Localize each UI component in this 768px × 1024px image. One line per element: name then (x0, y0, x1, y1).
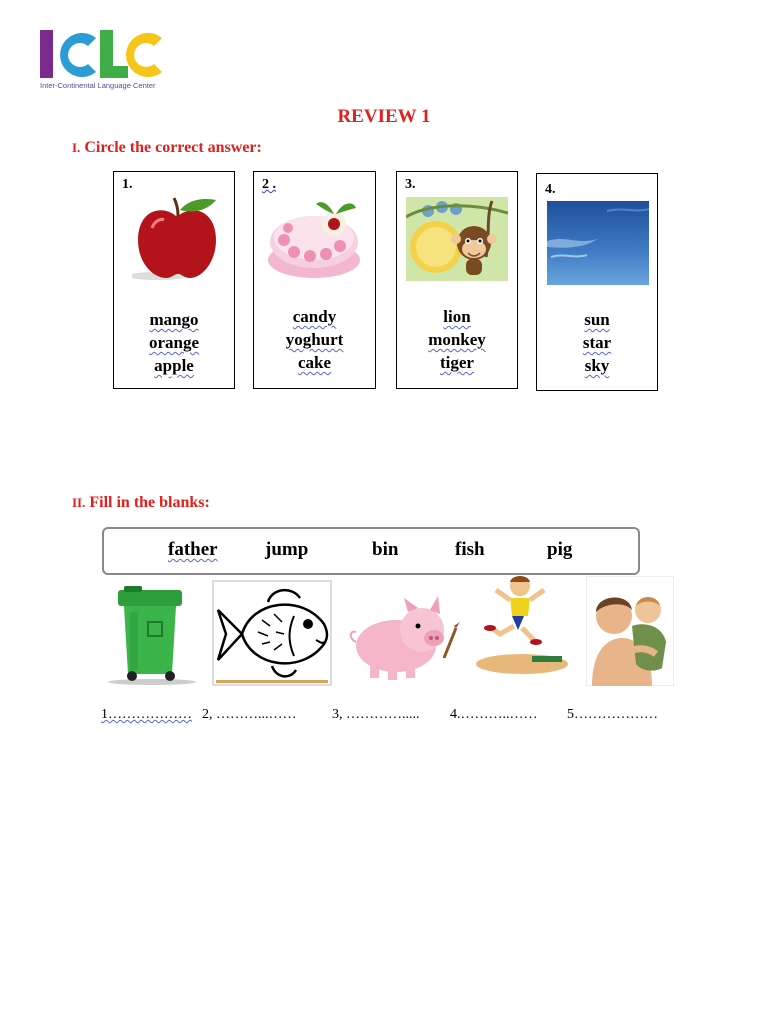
option[interactable]: star (582, 333, 612, 352)
answer-options (114, 308, 234, 377)
word-bank-item: pig (547, 539, 573, 560)
word-bank-item: father (168, 539, 218, 560)
option[interactable]: candy (292, 307, 337, 326)
question-card-3 (396, 171, 518, 389)
option[interactable]: mango (149, 310, 199, 329)
option[interactable]: sun (584, 310, 610, 329)
answer-options (537, 308, 657, 377)
option[interactable]: orange (148, 333, 200, 352)
blank-2[interactable]: 2, ………...…… (202, 707, 297, 722)
section-1-number: I. (72, 140, 81, 155)
section-2-heading (72, 494, 210, 512)
section-2-number: II. (72, 495, 86, 510)
card-number: 4. (545, 182, 556, 197)
blank-3[interactable]: 3, …………..... (332, 707, 420, 722)
father-image (586, 576, 674, 686)
option[interactable]: tiger (440, 353, 474, 372)
apple-image (132, 194, 224, 282)
pig-image (344, 586, 460, 682)
question-card-4 (536, 173, 658, 391)
option[interactable]: cake (297, 353, 332, 372)
option[interactable]: apple (154, 356, 194, 375)
answer-options (397, 305, 517, 374)
monkey-image (406, 197, 508, 281)
question-card-1 (113, 171, 235, 389)
fish-image (212, 580, 332, 688)
jump-image (466, 572, 578, 680)
cake-image (264, 194, 364, 284)
option[interactable]: yoghurt (285, 330, 344, 349)
option[interactable]: lion (443, 307, 471, 326)
section-1-title: Circle the correct answer: (84, 139, 262, 156)
sky-image (547, 201, 649, 285)
blank-5[interactable]: 5……………… (567, 707, 658, 722)
page-title: REVIEW 1 (337, 106, 431, 127)
option[interactable]: sky (584, 356, 610, 375)
option[interactable]: monkey (428, 330, 486, 349)
logo-subtitle: Inter-Continental Language Center (40, 81, 156, 90)
card-number: 1. (122, 177, 133, 192)
blank-4[interactable]: 4.………..…… (450, 707, 538, 722)
answer-options (254, 305, 375, 374)
section-2-title: Fill in the blanks: (89, 494, 210, 511)
word-bank-item: bin (372, 539, 399, 560)
word-bank-item: jump (265, 539, 309, 560)
card-number: 2 . (262, 177, 276, 192)
bin-image (104, 582, 200, 686)
blank-1[interactable]: 1……………… (101, 707, 192, 722)
section-1-heading (72, 139, 262, 157)
card-number: 3. (405, 177, 416, 192)
word-bank (102, 527, 640, 575)
word-bank-item: fish (455, 539, 485, 560)
question-card-2 (253, 171, 376, 389)
